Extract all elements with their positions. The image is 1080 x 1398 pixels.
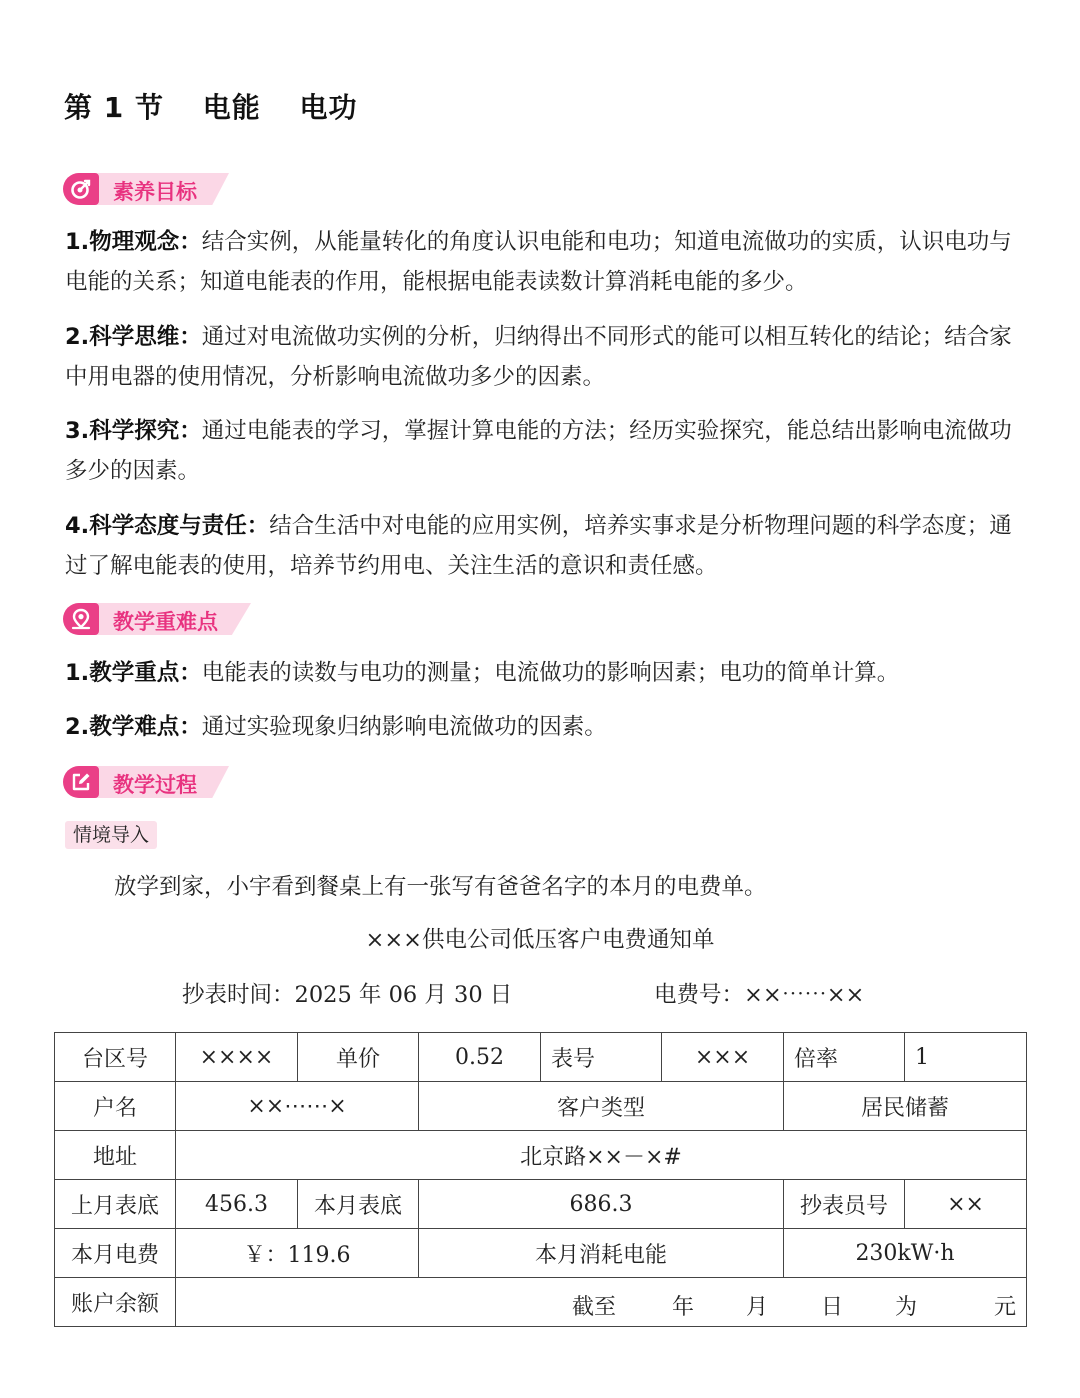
goal-item-text: 通过对电流做功实例的分析，归纳得出不同形式的能可以相互转化的结论；结合家中用电器的使用情况，分析影响电流做功多少的因素。	[65, 324, 1012, 390]
goal-item-text: 结合实例，从能量转化的角度认识电能和电功；知道电流做功的实质，认识电功与电能的关系；知道电能表的作用，能根据电能表读数计算消耗电能的多少。	[65, 229, 1012, 295]
title-word-1: 电能	[202, 91, 261, 124]
goal-item-label: 3.科学探究：	[65, 418, 202, 444]
table-cell: 抄表员号	[784, 1180, 905, 1229]
keypoint-item-text: 电能表的读数与电功的测量；电流做功的影响因素；电功的简单计算。	[201, 660, 900, 686]
table-row	[55, 1082, 1027, 1131]
bill-read-time: 抄表时间：2025 年 06 月 30 日	[182, 982, 513, 1008]
table-cell: 账户余额	[55, 1278, 176, 1327]
table-cell: 台区号	[55, 1033, 176, 1082]
table-cell	[176, 1278, 1027, 1327]
table-cell: ×××	[662, 1033, 784, 1082]
table-cell: 北京路××－×#	[176, 1131, 1027, 1180]
table-cell: 单价	[298, 1033, 419, 1082]
table-row	[55, 1229, 1027, 1278]
table-cell: 居民储蓄	[784, 1082, 1027, 1131]
goal-item	[65, 506, 1015, 586]
goal-item	[65, 317, 1015, 397]
balance-day: 日	[821, 1295, 844, 1320]
goal-item-label: 1.物理观念：	[65, 229, 202, 255]
table-cell: 户名	[55, 1082, 176, 1131]
keypoint-item-text: 通过实验现象归纳影响电流做功的因素。	[201, 714, 607, 740]
intro-text: 放学到家，小宇看到餐桌上有一张写有爸爸名字的本月的电费单。	[114, 874, 767, 900]
table-cell: 1	[905, 1033, 1027, 1082]
table-cell: ××⋯⋯×	[176, 1082, 419, 1131]
section-label-process: 教学过程	[113, 773, 197, 797]
table-cell: ￥：119.6	[176, 1229, 419, 1278]
goal-item	[65, 222, 1015, 302]
table-cell: 本月消耗电能	[419, 1229, 784, 1278]
table-cell: 686.3	[419, 1180, 784, 1229]
balance-year: 年	[672, 1295, 695, 1320]
edit-icon	[63, 766, 99, 798]
table-cell: 表号	[541, 1033, 662, 1082]
bill-title: ×××供电公司低压客户电费通知单	[365, 927, 715, 953]
goal-item-label: 2.科学思维：	[65, 324, 202, 350]
keypoint-item	[65, 707, 1015, 747]
section-label-keypoints: 教学重难点	[113, 610, 218, 634]
keypoint-item-label: 2.教学难点：	[65, 714, 202, 740]
balance-as-of: 截至	[572, 1295, 617, 1320]
page-title	[64, 86, 386, 126]
bill-table	[54, 1032, 1027, 1327]
table-row	[55, 1131, 1027, 1180]
bill-number: 电费号：××⋯⋯××	[654, 982, 865, 1008]
table-row	[55, 1180, 1027, 1229]
keypoint-item-label: 1.教学重点：	[65, 660, 202, 686]
balance-yuan: 元	[994, 1295, 1017, 1320]
table-cell: 本月表底	[298, 1180, 419, 1229]
table-cell: 上月表底	[55, 1180, 176, 1229]
section-number: 第 1 节	[64, 91, 164, 124]
goal-item-text: 通过电能表的学习，掌握计算电能的方法；经历实验探究，能总结出影响电流做功多少的因素。	[65, 418, 1012, 484]
table-cell: ××××	[176, 1033, 298, 1082]
intro-tag: 情境导入	[65, 821, 157, 849]
keypoint-item	[65, 653, 1015, 693]
location-pin-icon	[63, 603, 99, 635]
table-cell: 客户类型	[419, 1082, 784, 1131]
balance-month: 月	[746, 1295, 769, 1320]
goal-item-label: 4.科学态度与责任：	[65, 513, 270, 539]
table-cell: 0.52	[419, 1033, 541, 1082]
goal-item-text: 结合生活中对电能的应用实例，培养实事求是分析物理问题的科学态度；通过了解电能表的使用，培养节约用电、关注生活的意识和责任感。	[65, 513, 1012, 579]
table-cell: ××	[905, 1180, 1027, 1229]
table-cell: 230kW·h	[784, 1229, 1027, 1278]
target-icon	[63, 173, 99, 205]
table-row	[55, 1278, 1027, 1327]
table-cell: 456.3	[176, 1180, 298, 1229]
goal-item	[65, 411, 1015, 491]
table-cell: 本月电费	[55, 1229, 176, 1278]
table-cell: 地址	[55, 1131, 176, 1180]
table-row	[55, 1033, 1027, 1082]
table-cell: 倍率	[784, 1033, 905, 1082]
section-label-goals: 素养目标	[113, 180, 197, 204]
balance-is: 为	[895, 1295, 918, 1320]
title-word-2: 电功	[299, 91, 358, 124]
